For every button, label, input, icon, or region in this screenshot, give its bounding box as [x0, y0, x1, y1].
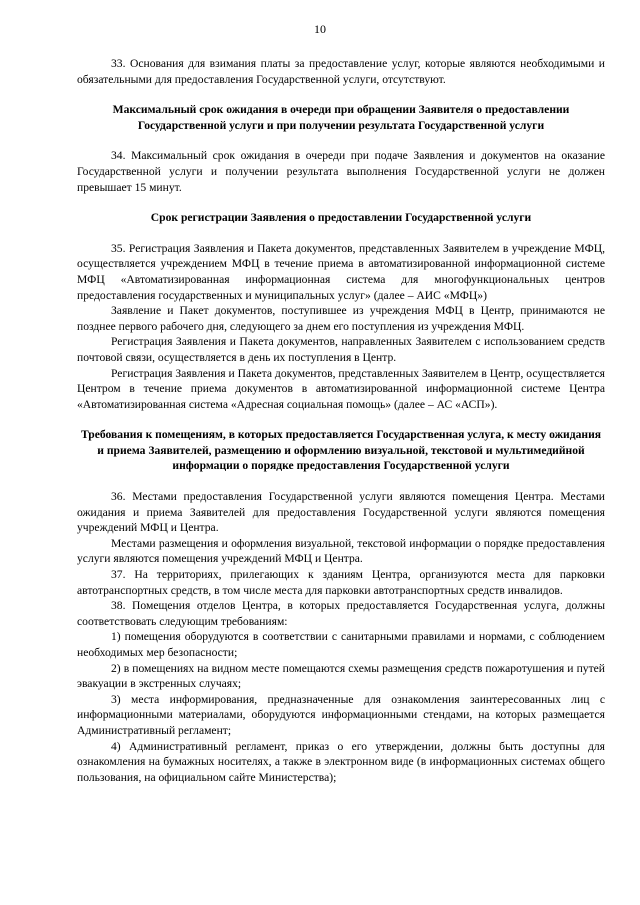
- paragraph-34: 34. Максимальный срок ожидания в очереди при подаче Заявления и документов на оказание Государственной услуги и получении результата выполнения Государственной услуги не должен превышает 15 минут.: [77, 149, 605, 194]
- paragraph-38: 38. Помещения отделов Центра, в которых предоставляется Государственная услуга, должны соответствовать следующим требованиям:: [77, 599, 605, 628]
- page-number: 10: [314, 22, 326, 36]
- paragraph-35-postal: Регистрация Заявления и Пакета документов, направленных Заявителем с использованием средств почтовой связи, осуществляется в день их поступления в Центр.: [77, 335, 605, 364]
- paragraph-35: 35. Регистрация Заявления и Пакета документов, представленных Заявителем в учреждение МФЦ, осуществляется учреждением МФЦ в течение приема в автоматизированной информационной системе МФЦ «Автоматизированная информационная система для многофункциональных центров предоставления государственных и муниципальных услуг» (далее – АИС «МФЦ»): [77, 241, 605, 302]
- list-item-1: 1) помещения оборудуются в соответствии с санитарными правилами и нормами, с соблюдением необходимых мер безопасности;: [77, 630, 605, 659]
- list-item-3: 3) места информирования, предназначенные для ознакомления заинтересованных лиц с информационными материалами, оборудуются информационными стендами, на которых размещается Административный регламент;: [77, 692, 605, 737]
- paragraph-36: 36. Местами предоставления Государственной услуги являются помещения Центра. Местами ожидания и приема Заявителей для предоставления Государственной услуги являются помещения учреждений МФЦ и Центра.: [77, 490, 605, 535]
- heading-premises-requirements: Требования к помещениям, в которых предоставляется Государственная услуга, к месту ожидания и приема Заявителей, размещению и оформлению визуальной, текстовой и мультимедийной информации о порядке предоставления Государственной услуги: [80, 428, 602, 473]
- heading-queue-waiting-time: Максимальный срок ожидания в очереди при обращении Заявителя о предоставлении Государственной услуги и при получении результата Государственной услуги: [112, 103, 570, 132]
- paragraph-35-center: Регистрация Заявления и Пакета документов, представленных Заявителем в Центр, осуществляется Центром в течение приема документов в автоматизированной информационной системе Центра «Автоматизированная система «Адресная социальная помощь» (далее – АС «АСП»).: [77, 366, 605, 411]
- paragraph-33: 33. Основания для взимания платы за предоставление услуг, которые являются необходимыми и обязательными для предоставления Государственной услуги, отсутствуют.: [77, 57, 605, 86]
- paragraph-37: 37. На территориях, прилегающих к зданиям Центра, организуются места для парковки автотранспортных средств, в том числе места для парковки автотранспортных средств инвалидов.: [77, 568, 605, 597]
- list-item-2: 2) в помещениях на видном месте помещаются схемы размещения средств пожаротушения и путей эвакуации в экстренных случаях;: [77, 661, 605, 691]
- heading-registration-time: Срок регистрации Заявления о предоставлении Государственной услуги: [150, 211, 532, 225]
- list-item-4: 4) Административный регламент, приказ о его утверждении, должны быть доступны для ознакомления на бумажных носителях, а также в электронном виде (в информационных системах общего пользования, на официальном сайте Министерства);: [77, 739, 605, 784]
- paragraph-36-information-places: Местами размещения и оформления визуальной, текстовой информации о порядке предоставления услуги являются помещения учреждений МФЦ и Центра.: [77, 536, 605, 566]
- paragraph-35-mfc-transfer: Заявление и Пакет документов, поступившее из учреждения МФЦ в Центр, принимаются не позднее первого рабочего дня, следующего за днем его поступления из учреждения МФЦ.: [77, 304, 605, 333]
- document-body: [77, 56, 605, 785]
